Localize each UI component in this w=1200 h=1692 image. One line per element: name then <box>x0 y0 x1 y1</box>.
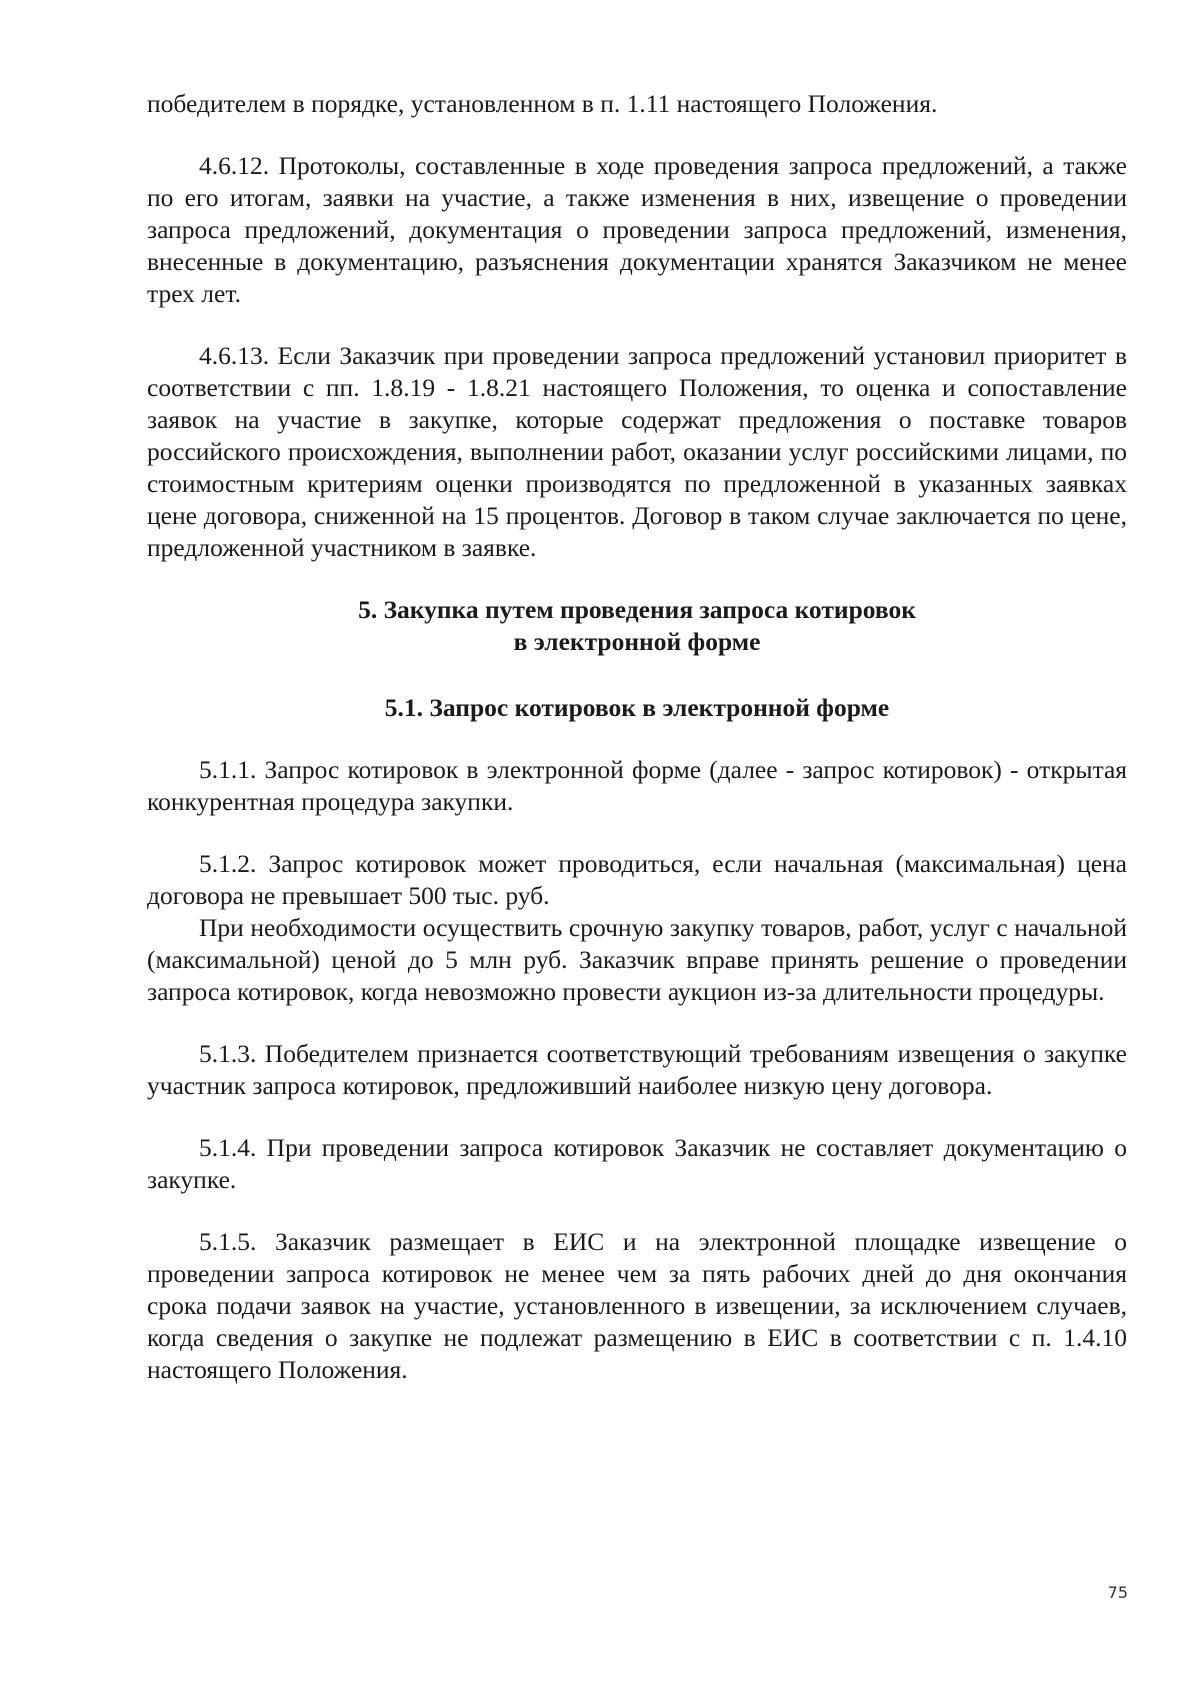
paragraph-4-6-13: 4.6.13. Если Заказчик при проведении запроса предложений установил приоритет в соответствии с пп. 1.8.19 - 1.8.21 настоящего Положения, то оценка и сопоставление заявок на участие в закупке, которые содержат предложения о поставке товаров российского происхождения, выполнении работ, оказании услуг российскими лицами, по стоимостным критериям оценки производятся по предложенной в указанных заявках цене договора, сниженной на 15 процентов. Договор в таком случае заключается по цене, предложенной участником в заявке. <box>147 341 1127 562</box>
paragraph-5-1-2-continued: При необходимости осуществить срочную закупку товаров, работ, услуг с начальной (максимальной) ценой до 5 млн руб. Заказчик вправе принять решение о проведении запроса котировок, когда невозможно провести аукцион из-за длительности процедуры. <box>147 913 1127 1006</box>
subsection-title: 5.1. Запрос котировок в электронной форме <box>384 693 890 722</box>
paragraph-5-1-5: 5.1.5. Заказчик размещает в ЕИС и на электронной площадке извещение о проведении запроса котировок не менее чем за пять рабочих дней до дня окончания срока подачи заявок на участие, установленного в извещении, за исключением случаев, когда сведения о закупке не подлежат размещению в ЕИС в соответствии с п. 1.4.10 настоящего Положения. <box>147 1227 1127 1384</box>
paragraph-4-6-12: 4.6.12. Протоколы, составленные в ходе проведения запроса предложений, а также по его итогам, заявки на участие, а также изменения в них, извещение о проведении запроса предложений, документация о проведении запроса предложений, изменения, внесенные в документацию, разъяснения документации хранятся Заказчиком не менее трех лет. <box>147 151 1127 308</box>
section-title-line-1: 5. Закупка путем проведения запроса котировок <box>358 595 916 624</box>
page-number: 75 <box>1107 1583 1128 1602</box>
section-title-line-2: в электронной форме <box>513 627 761 656</box>
paragraph-5-1-4: 5.1.4. При проведении запроса котировок Заказчик не составляет документацию о закупке. <box>147 1133 1127 1194</box>
paragraph-continuation: победителем в порядке, установленном в п. 1.11 настоящего Положения. <box>147 89 938 118</box>
paragraph-5-1-1: 5.1.1. Запрос котировок в электронной форме (далее - запрос котировок) - открытая конкурентная процедура закупки. <box>147 755 1127 816</box>
paragraph-5-1-3: 5.1.3. Победителем признается соответствующий требованиям извещения о закупке участник запроса котировок, предложивший наиболее низкую цену договора. <box>147 1039 1127 1100</box>
page-content <box>147 88 1127 1386</box>
section-heading <box>147 594 1127 658</box>
paragraph-5-1-2: 5.1.2. Запрос котировок может проводиться, если начальная (максимальная) цена договора не превышает 500 тыс. руб. <box>147 849 1127 910</box>
